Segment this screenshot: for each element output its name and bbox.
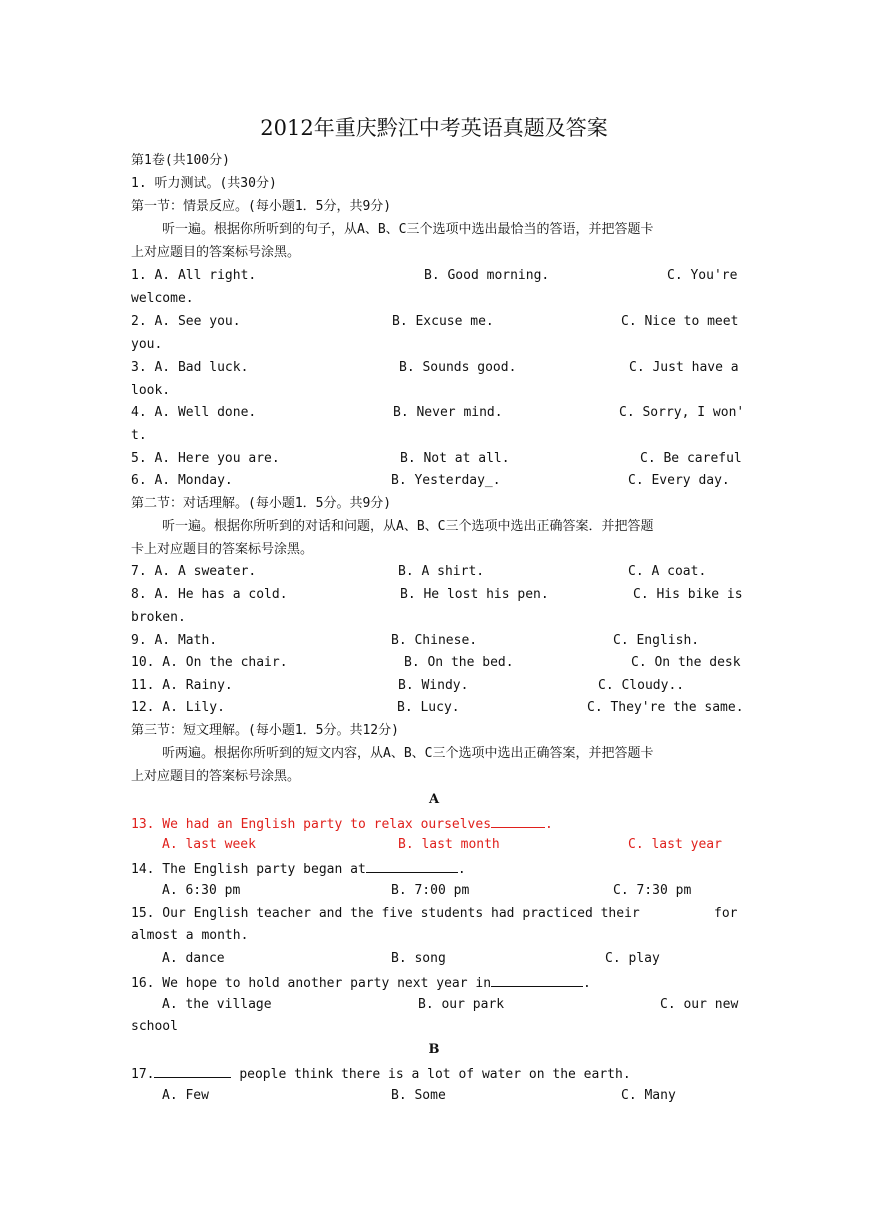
option-c: C. Just have a — [629, 360, 739, 375]
question-13-end: . — [545, 817, 553, 832]
question-14-end: . — [457, 862, 466, 877]
question-5 — [131, 448, 742, 471]
option-b: B. Sounds good. — [399, 360, 517, 375]
question-15-stem: 15. Our English teacher and the five students had practiced their — [131, 906, 640, 921]
option-c: C. Cloudy.. — [598, 678, 685, 693]
option-a: 6. A. Monday. — [131, 473, 233, 488]
passage-a-label: A — [428, 792, 440, 807]
question-13 — [131, 812, 737, 835]
question-15-options — [131, 948, 737, 971]
passage-b-label: B — [428, 1042, 440, 1057]
option-c: C. On the desk — [631, 655, 741, 670]
question-14-stem: 14. The English party began at — [131, 862, 366, 877]
option-a: 3. A. Bad luck. — [131, 360, 249, 375]
option-c: C. 7:30 pm — [613, 883, 692, 898]
option-b: B. Some — [391, 1088, 446, 1103]
page-title: 2012年重庆黔江中考英语真题及答案 — [260, 116, 608, 140]
option-a: A. last week — [162, 837, 256, 852]
question-16-wrap: school — [131, 1019, 178, 1034]
option-b: B. Good morning. — [424, 268, 550, 283]
option-a: 4. A. Well done. — [131, 405, 257, 420]
option-a: A. Few — [162, 1088, 209, 1103]
question-17 — [131, 1062, 737, 1085]
question-15 — [131, 903, 737, 926]
option-c: C. Be careful — [640, 451, 742, 466]
question-14-options — [131, 880, 737, 903]
answer-blank — [154, 1062, 231, 1078]
answer-blank — [366, 857, 458, 873]
volume-heading: 第1卷(共100分) — [131, 153, 230, 168]
section2-instruction-cont: 卡上对应题目的答案标号涂黑。 — [131, 542, 314, 557]
option-c: C. Every day. — [628, 473, 730, 488]
section1-heading: 第一节：情景反应。(每小题1．5分，共9分) — [131, 199, 392, 214]
option-b: B. He lost his pen. — [400, 587, 549, 602]
option-c: C. You're — [667, 268, 738, 283]
question-2-wrap: you. — [131, 337, 163, 352]
question-15-tail: for — [714, 906, 738, 921]
question-17-stem: 17. — [131, 1067, 155, 1082]
option-a: 9. A. Math. — [131, 633, 218, 648]
question-16 — [131, 971, 737, 994]
option-a: 5. A. Here you are. — [131, 451, 280, 466]
option-a: 7. A. A sweater. — [131, 564, 257, 579]
section3-instruction-cont: 上对应题目的答案标号涂黑。 — [131, 769, 301, 784]
option-c: C. play — [605, 951, 660, 966]
section1-instruction: 听一遍。根据你所听到的句子，从A、B、C三个选项中选出最恰当的答语，并把答题卡 — [162, 222, 654, 237]
option-c: C. Sorry, I won' — [619, 405, 745, 420]
option-b: B. Not at all. — [400, 451, 510, 466]
answer-blank — [491, 812, 545, 828]
section2-instruction: 听一遍。根据你所听到的对话和问题，从A、B、C三个选项中选出正确答案．并把答题 — [162, 519, 654, 534]
question-13-stem: 13. We had an English party to relax ourselves — [131, 817, 492, 832]
option-b: B. Never mind. — [393, 405, 503, 420]
section3-heading: 第三节：短文理解。(每小题1．5分。共12分) — [131, 723, 399, 738]
question-15-wrap: almost a month. — [131, 928, 249, 943]
question-1-wrap: welcome. — [131, 291, 194, 306]
question-16-options — [131, 994, 737, 1017]
question-3-wrap: look. — [131, 383, 171, 398]
option-a: A. the village — [162, 997, 272, 1012]
option-a: 8. A. He has a cold. — [131, 587, 288, 602]
question-8-wrap: broken. — [131, 610, 186, 625]
option-a: 10. A. On the chair. — [131, 655, 288, 670]
option-a: 12. A. Lily. — [131, 700, 225, 715]
option-a: A. dance — [162, 951, 225, 966]
question-17-rest: people think there is a lot of water on the earth. — [239, 1067, 631, 1082]
question-11 — [131, 675, 737, 698]
question-7 — [131, 561, 737, 584]
question-17-options — [131, 1085, 737, 1108]
option-c: C. last year — [628, 837, 722, 852]
option-c: C. Nice to meet — [621, 314, 739, 329]
question-16-end: . — [583, 976, 591, 991]
question-2 — [131, 311, 737, 334]
option-b: B. 7:00 pm — [391, 883, 470, 898]
section2-heading: 第二节：对话理解。(每小题1．5分。共9分) — [131, 496, 392, 511]
option-a: 1. A. All right. — [131, 268, 257, 283]
option-a: A. 6:30 pm — [162, 883, 241, 898]
question-4 — [131, 402, 745, 425]
option-c: C. They're the same. — [587, 700, 744, 715]
section1-instruction-cont: 上对应题目的答案标号涂黑。 — [131, 245, 301, 260]
question-4-wrap: t. — [131, 428, 147, 443]
option-b: B. Chinese. — [391, 633, 478, 648]
option-a: 2. A. See you. — [131, 314, 241, 329]
section3-instruction: 听两遍。根据你所听到的短文内容，从A、B、C三个选项中选出正确答案，并把答题卡 — [162, 746, 654, 761]
option-b: B. song — [391, 951, 446, 966]
option-b: B. On the bed. — [404, 655, 514, 670]
question-9 — [131, 630, 737, 653]
option-c: C. A coat. — [628, 564, 707, 579]
question-14 — [131, 857, 737, 880]
option-b: B. our park — [418, 997, 505, 1012]
question-3 — [131, 357, 737, 380]
question-1 — [131, 265, 737, 288]
option-b: B. Lucy. — [397, 700, 460, 715]
option-b: B. A shirt. — [398, 564, 485, 579]
answer-blank — [491, 971, 583, 987]
question-16-stem: 16. We hope to hold another party next year in — [131, 976, 492, 991]
question-13-options — [131, 834, 737, 857]
option-a: 11. A. Rainy. — [131, 678, 233, 693]
question-6 — [131, 470, 737, 493]
option-c: C. English. — [613, 633, 700, 648]
option-b: B. last month — [398, 837, 500, 852]
question-8 — [131, 584, 743, 607]
option-b: B. Windy. — [398, 678, 469, 693]
option-b: B. Excuse me. — [392, 314, 494, 329]
question-12 — [131, 697, 744, 720]
question-10 — [131, 652, 741, 675]
option-c: C. Many — [621, 1088, 676, 1103]
option-b: B. Yesterday_. — [391, 473, 501, 488]
option-c: C. our new — [660, 997, 739, 1012]
part-heading: 1. 听力测试。(共30分) — [131, 176, 277, 191]
option-c: C. His bike is — [633, 587, 743, 602]
